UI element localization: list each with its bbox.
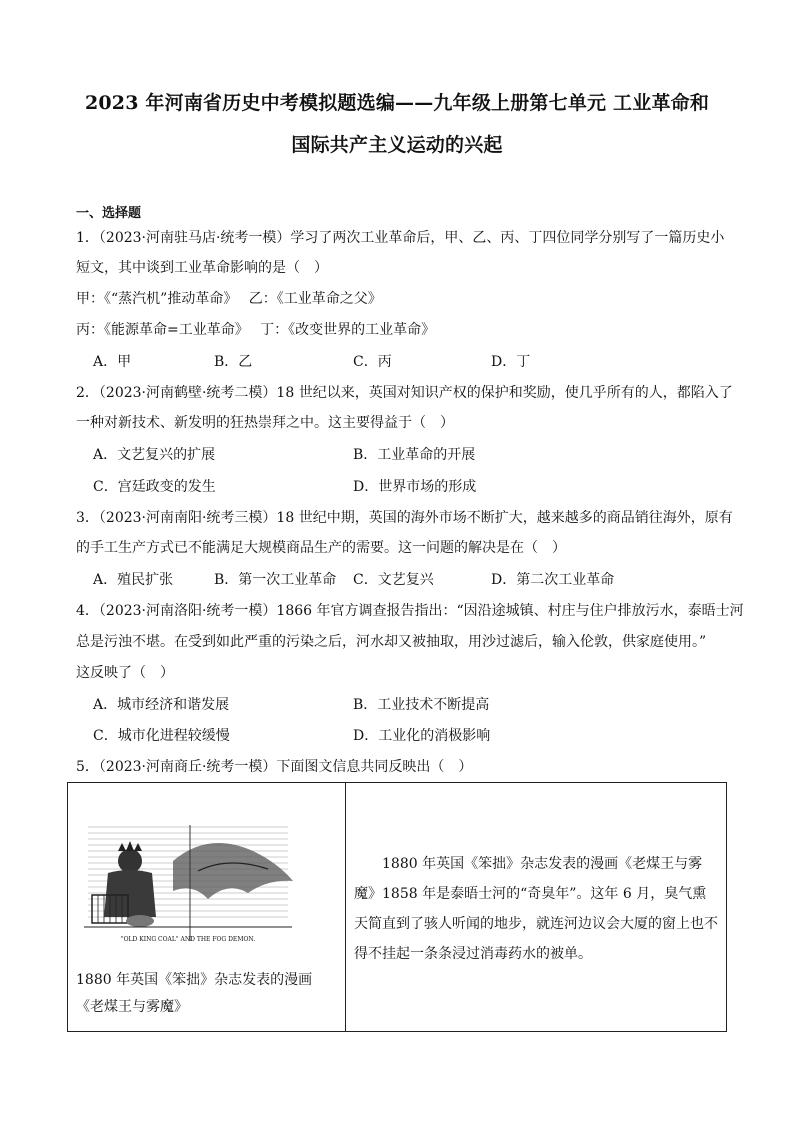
cartoon-caption: "OLD KING COAL" AND THE FOG DEMON. [120, 936, 256, 943]
page-title [60, 82, 734, 166]
q2-option-d[interactable]: D．世界市场的形成 [353, 479, 477, 495]
q1-option-c[interactable]: C．丙 [353, 354, 392, 370]
q2-option-a[interactable]: A．文艺复兴的扩展 [93, 447, 216, 463]
q3-option-c[interactable]: C．文艺复兴 [353, 572, 434, 588]
q1-option-a[interactable]: A．甲 [93, 354, 132, 370]
q1-line-4: 丙：《能源革命=工业革命》 丁：《改变世界的工业革命》 [76, 322, 436, 338]
right-text: 1880 年英国《笨拙》杂志发表的漫画《老煤王与雾魔》1858 年是泰晤士河的“奇臭年”。这年 6 月，臭气熏天简直到了骇人听闻的地步，就连河边议会大厦的窗上也不得不挂起一条条浸过消毒药水的被单。 [354, 856, 718, 962]
q1-line-1: 1．（2023·河南驻马店·统考一模）学习了两次工业革命后，甲、乙、丙、丁四位同学分别写了一篇历史小 [76, 230, 725, 246]
q4-line-2: 总是污浊不堪。在受到如此严重的污染之后，河水却又被抽取，用沙过滤后，输入伦敦，供家庭使用。” [76, 634, 707, 650]
q2-line-2: 一种对新技术、新发明的狂热崇拜之中。这主要得益于（ ） [76, 415, 454, 431]
cartoon-image [78, 821, 298, 947]
q3-line-1: 3．（2023·河南南阳·统考三模）18 世纪中期，英国的海外市场不断扩大，越来越多的商品销往海外，原有 [76, 510, 733, 526]
q1-line-3: 甲：《“蒸汽机”推动革命》 乙：《工业革命之父》 [76, 291, 382, 307]
q1-option-d[interactable]: D．丁 [491, 354, 531, 370]
q5-line-1: 5．（2023·河南商丘·统考一模）下面图文信息共同反映出（ ） [76, 759, 473, 775]
section-heading: 一、选择题 [76, 206, 142, 221]
q4-option-d[interactable]: D．工业化的消极影响 [353, 728, 491, 744]
q3-option-d[interactable]: D．第二次工业革命 [491, 572, 615, 588]
q2-option-c[interactable]: C．宫廷政变的发生 [93, 479, 216, 495]
q3-line-2: 的手工生产方式已不能满足大规模商品生产的需要。这一问题的解决是在（ ） [76, 540, 566, 556]
q4-option-a[interactable]: A．城市经济和谐发展 [93, 697, 230, 713]
info-table [67, 782, 727, 1032]
q1-line-2: 短文，其中谈到工业革命影响的是（ ） [76, 260, 328, 276]
left-caption: 1880 年英国《笨拙》杂志发表的漫画《老煤王与雾魔》 [76, 972, 313, 1015]
q4-option-b[interactable]: B．工业技术不断提高 [353, 697, 490, 713]
table-divider [345, 783, 346, 1031]
q3-option-a[interactable]: A．殖民扩张 [93, 572, 174, 588]
q4-option-c[interactable]: C．城市化进程较缓慢 [93, 728, 230, 744]
q4-line-3: 这反映了（ ） [76, 665, 174, 681]
q2-option-b[interactable]: B．工业革命的开展 [353, 447, 476, 463]
title-line-1: 2023 年河南省历史中考模拟题选编——九年级上册第七单元 工业革命和 [84, 92, 710, 114]
q2-line-1: 2．（2023·河南鹤壁·统考二模）18 世纪以来，英国对知识产权的保护和奖励，使几乎所有的人，都陷入了 [76, 385, 733, 401]
q3-option-b[interactable]: B．第一次工业革命 [214, 572, 337, 588]
title-line-2: 国际共产主义运动的兴起 [291, 134, 503, 156]
q4-line-1: 4．（2023·河南洛阳·统考一模）1866 年官方调查报告指出：“因沿途城镇、村庄与住户排放污水，泰晤士河 [76, 603, 744, 619]
q1-option-b[interactable]: B．乙 [214, 354, 253, 370]
